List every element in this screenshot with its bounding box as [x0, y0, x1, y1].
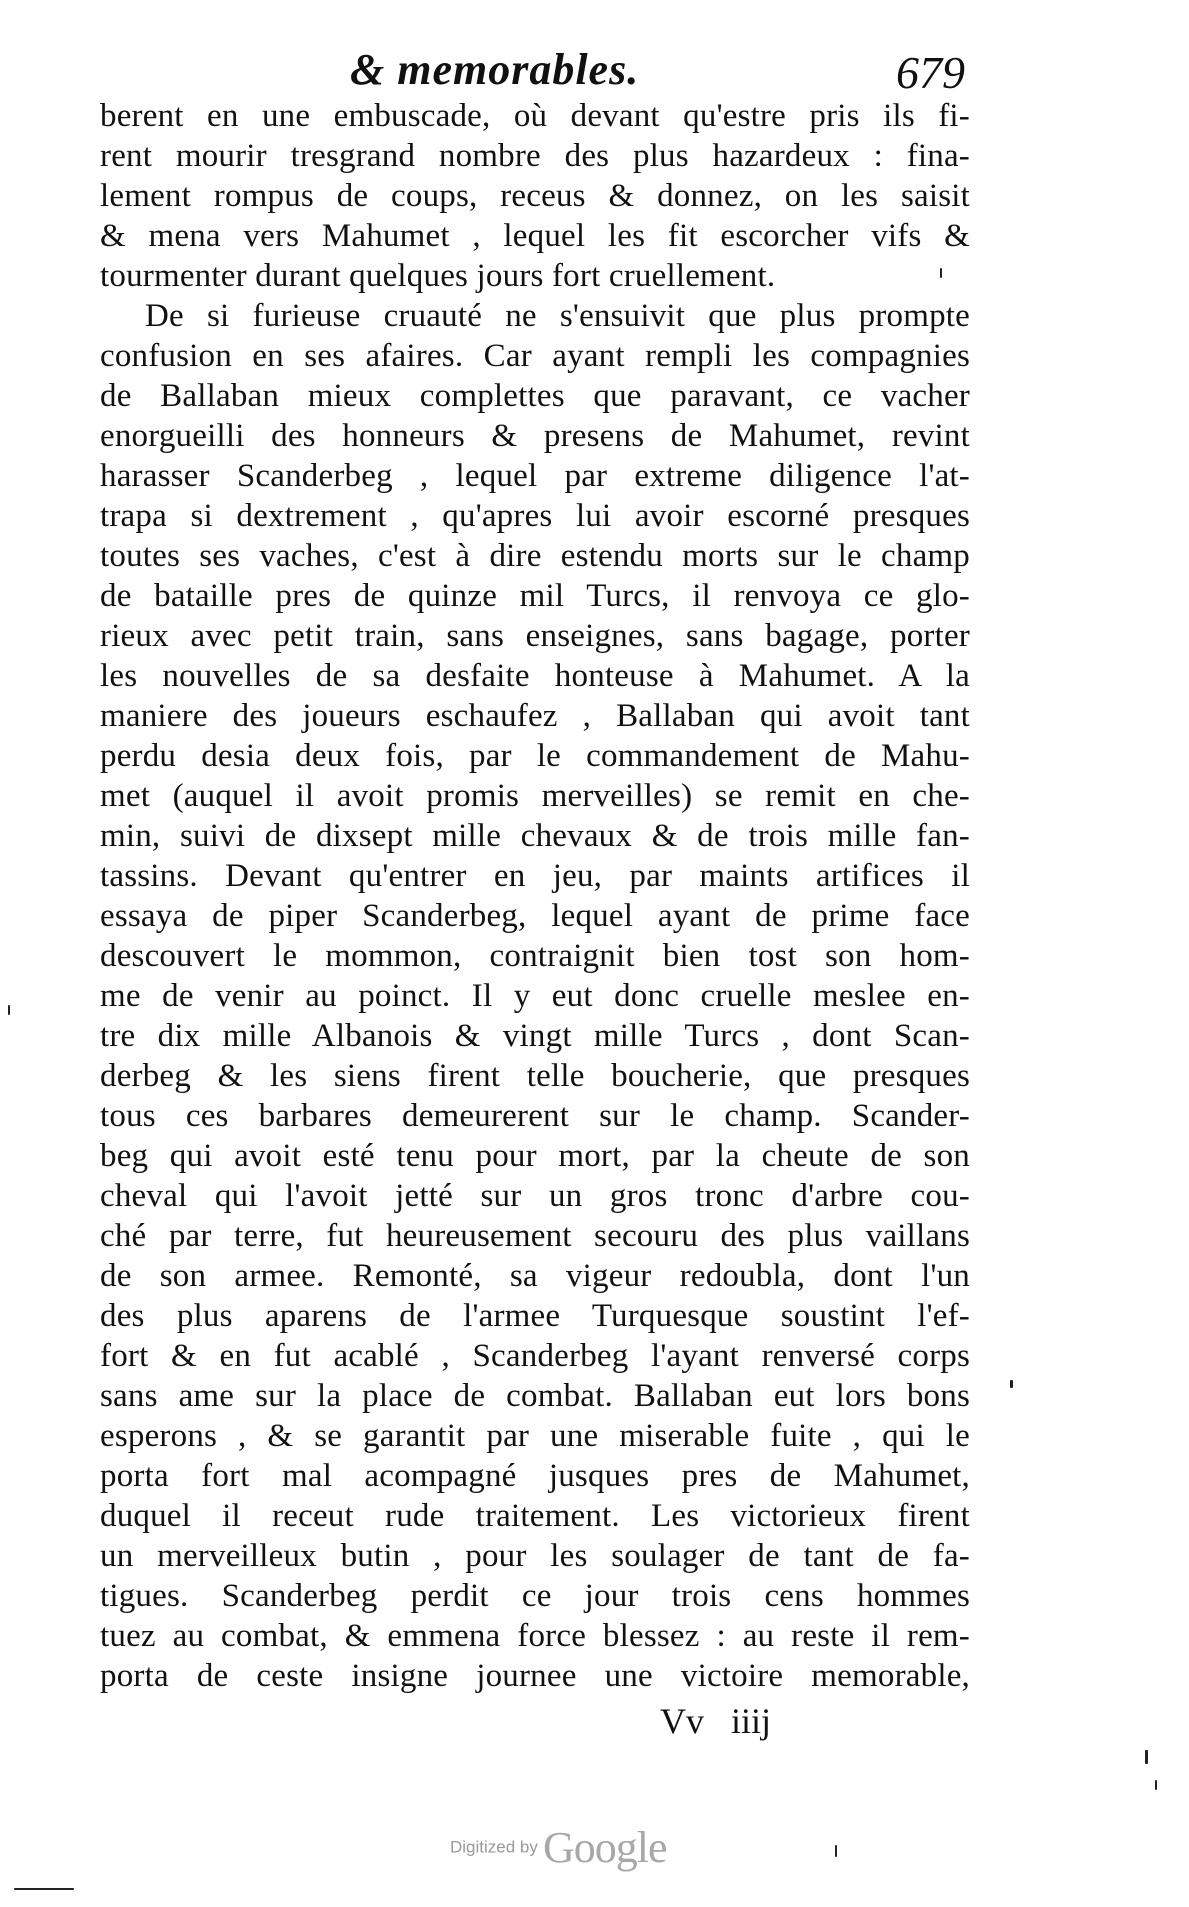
text-line: min, suivi de dixsept mille chevaux & de trois mille fan-: [100, 818, 970, 854]
text-line: harasser Scanderbeg , lequel par extreme diligence l'at-: [100, 458, 970, 494]
text-line: essaya de piper Scanderbeg, lequel ayant de prime face: [100, 898, 970, 934]
text-line: enorgueilli des honneurs & presens de Mahumet, revint: [100, 418, 970, 454]
text-line: ché par terre, fut heureusement secouru des plus vaillans: [100, 1218, 970, 1254]
text-line: sans ame sur la place de combat. Ballaban eut lors bons: [100, 1378, 970, 1414]
text-line: trapa si dextrement , qu'apres lui avoir escorné presques: [100, 498, 970, 534]
scan-speck: [8, 1005, 10, 1015]
text-line: lement rompus de coups, receus & donnez, on les saisit: [100, 178, 970, 214]
body-text: [100, 96, 970, 1696]
scan-speck: [940, 268, 942, 278]
scan-speck: [14, 1888, 74, 1890]
text-line: met (auquel il avoit promis merveilles) se remit en che-: [100, 778, 970, 814]
scan-speck: [1155, 1780, 1157, 1790]
text-line: maniere des joueurs eschaufez , Ballaban qui avoit tant: [100, 698, 970, 734]
text-line: perdu desia deux fois, par le commandement de Mahu-: [100, 738, 970, 774]
running-title: & memorables.: [350, 45, 640, 94]
text-line: tigues. Scanderbeg perdit ce jour trois cens hommes: [100, 1578, 970, 1614]
text-line: tous ces barbares demeurerent sur le champ. Scander-: [100, 1098, 970, 1134]
digitized-watermark: [450, 1822, 667, 1873]
text-line: confusion en ses afaires. Car ayant rempli les compagnies: [100, 338, 970, 374]
text-line: fort & en fut acablé , Scanderbeg l'ayant renversé corps: [100, 1338, 970, 1374]
text-line: derbeg & les siens firent telle boucherie, que presques: [100, 1058, 970, 1094]
text-line: tourmenter durant quelques jours fort cruellement.: [100, 258, 776, 294]
text-line: tre dix mille Albanois & vingt mille Turcs , dont Scan-: [100, 1018, 970, 1054]
text-line: rieux avec petit train, sans enseignes, sans bagage, porter: [100, 618, 970, 654]
text-line: toutes ses vaches, c'est à dire estendu morts sur le champ: [100, 538, 970, 574]
scan-speck: [1010, 1380, 1013, 1388]
text-line: De si furieuse cruauté ne s'ensuivit que plus prompte: [145, 298, 970, 334]
google-logo: Google: [542, 1823, 667, 1872]
text-line: de son armee. Remonté, sa vigeur redoubla, dont l'un: [100, 1258, 970, 1294]
text-line: des plus aparens de l'armee Turquesque soustint l'ef-: [100, 1298, 970, 1334]
page-number: 679: [896, 47, 965, 98]
text-line: porta de ceste insigne journee une victoire memorable,: [100, 1658, 970, 1694]
text-line: me de venir au poinct. Il y eut donc cruelle meslee en-: [100, 978, 970, 1014]
text-line: esperons , & se garantit par une miserable fuite , qui le: [100, 1418, 970, 1454]
scan-speck: [835, 1845, 837, 1857]
text-line: porta fort mal acompagné jusques pres de Mahumet,: [100, 1458, 970, 1494]
text-line: tuez au combat, & emmena force blessez : au reste il rem-: [100, 1618, 970, 1654]
text-line: un merveilleux butin , pour les soulager de tant de fa-: [100, 1538, 970, 1574]
text-line: de bataille pres de quinze mil Turcs, il renvoya ce glo-: [100, 578, 970, 614]
text-line: berent en une embuscade, où devant qu'estre pris ils fi-: [100, 98, 970, 134]
signature-mark: Vv iiij: [660, 1701, 772, 1741]
text-line: cheval qui l'avoit jetté sur un gros tronc d'arbre cou-: [100, 1178, 970, 1214]
text-line: tassins. Devant qu'entrer en jeu, par maints artifices il: [100, 858, 970, 894]
text-line: beg qui avoit esté tenu pour mort, par la cheute de son: [100, 1138, 970, 1174]
text-line: de Ballaban mieux complettes que paravant, ce vacher: [100, 378, 970, 414]
text-line: rent mourir tresgrand nombre des plus hazardeux : fina-: [100, 138, 970, 174]
text-line: les nouvelles de sa desfaite honteuse à Mahumet. A la: [100, 658, 970, 694]
text-line: & mena vers Mahumet , lequel les fit escorcher vifs &: [100, 218, 970, 254]
scan-speck: [1145, 1750, 1148, 1764]
text-line: descouvert le mommon, contraignit bien tost son hom-: [100, 938, 970, 974]
text-line: duquel il receut rude traitement. Les victorieux firent: [100, 1498, 970, 1534]
page-header: [100, 44, 970, 100]
watermark-prefix: Digitized by: [450, 1837, 538, 1857]
